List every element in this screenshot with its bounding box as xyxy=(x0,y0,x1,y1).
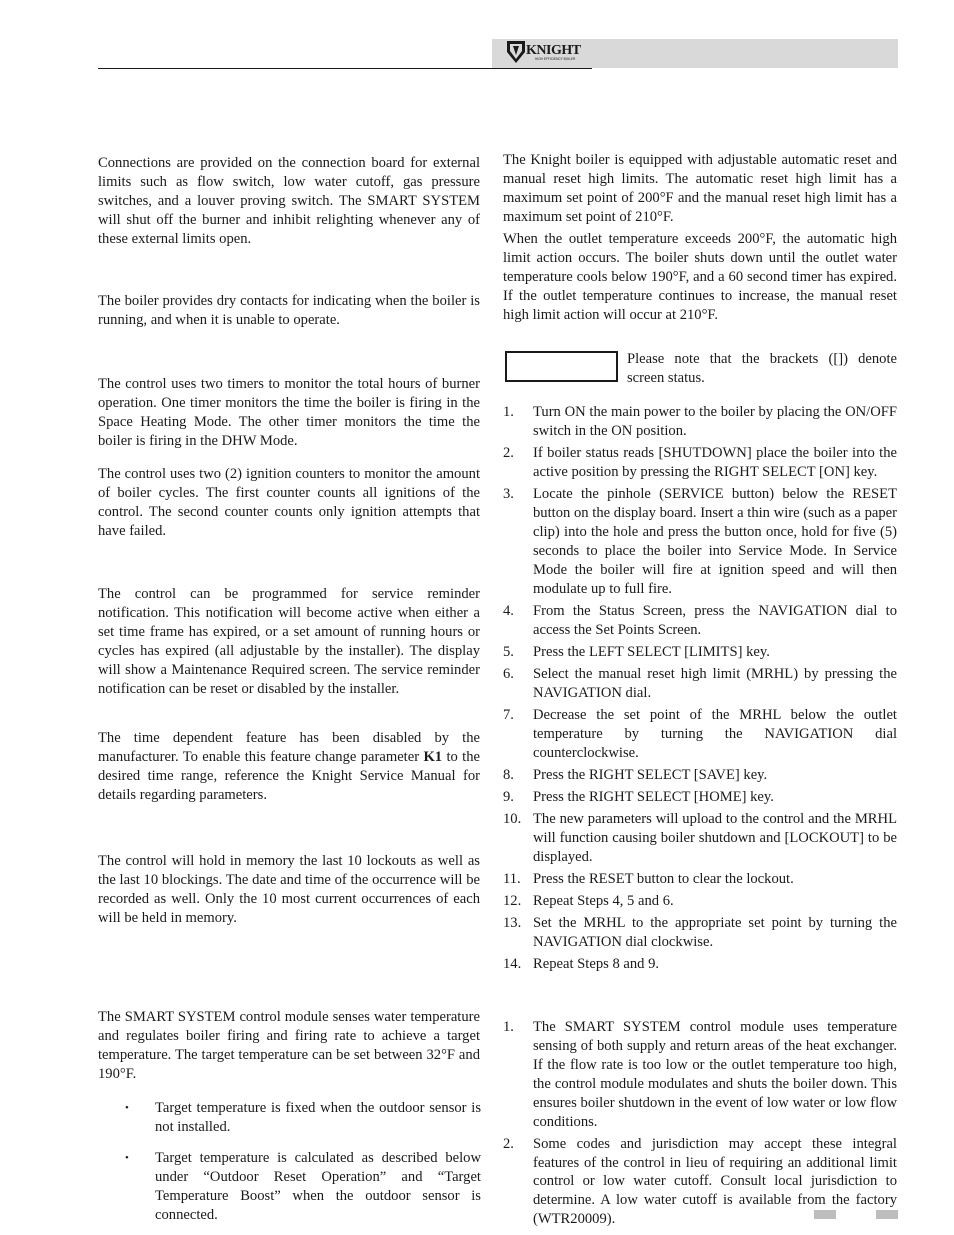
header-rule xyxy=(98,68,592,69)
list-item: 12. Repeat Steps 4, 5 and 6. xyxy=(503,892,674,909)
list-item: 13. Set the MRHL to the appropriate set point by turning the NAVIGATION dial clockwise. xyxy=(503,914,897,950)
timers-paragraph: The control uses two timers to monitor the total hours of burner operation. One timer monitors the time the boiler is firing in the Space Heating Mode. The other timer monitors the time the boiler is firing in the DHW Mode. xyxy=(98,376,480,449)
high-limits-paragraph: The Knight boiler is equipped with adjustable automatic reset and manual reset high limits. The automatic reset high limit has a maximum set point of 200°F and the manual reset high limit has a maximum set point of 210°F. xyxy=(503,152,897,225)
svg-text:KNIGHT: KNIGHT xyxy=(526,43,581,58)
external-limits-paragraph: Connections are provided on the connection board for external limits such as flow switch, low water cutoff, gas pressure switches, and a louver proving switch. The SMART SYSTEM will shut off the burner and inhibit relighting whenever any of these external limits open. xyxy=(98,155,480,247)
list-item: 5. Press the LEFT SELECT [LIMITS] key. xyxy=(503,643,770,660)
note-label-box xyxy=(505,351,618,382)
list-item: 2. If boiler status reads [SHUTDOWN] place the boiler into the active position by pressing the RIGHT SELECT [ON] key. xyxy=(503,445,897,480)
list-item: 4. From the Status Screen, press the NAVIGATION dial to access the Set Points Screen. xyxy=(503,602,897,638)
list-item: 1. Turn ON the main power to the boiler by placing the ON/OFF switch in the ON position. xyxy=(503,404,897,439)
dry-contacts-paragraph: The boiler provides dry contacts for indicating when the boiler is running, and when it is unable to operate. xyxy=(98,293,480,328)
list-item: 14. Repeat Steps 8 and 9. xyxy=(503,955,660,972)
outlet-temperature-paragraph: When the outlet temperature exceeds 200°F, the automatic high limit action occurs. The boiler shuts down until the outlet water temperature cools below 190°F, and a 60 second timer has expired. If the outlet temperature continues to increase, the manual reset high limit action will occur at 210°F. xyxy=(503,231,897,323)
service-reminder-paragraph: The control can be programmed for service reminder notification. This notification will become active when either a set time frame has expired, or a set amount of running hours or cycles has expired (all adjustable by the installer). The display will show a Maintenance Required screen. The service reminder notification can be reset or disabled by the installer. xyxy=(98,586,480,697)
list-item: 8. Press the RIGHT SELECT [SAVE] key. xyxy=(503,766,768,783)
smart-system-paragraph: The SMART SYSTEM control module senses water temperature and regulates boiler firing and firing rate to achieve a target temperature. The target temperature can be set between 32°F and 190°F. xyxy=(98,1009,480,1082)
low-water-protection-steps xyxy=(503,1018,897,1232)
parameter-k1: K1 xyxy=(423,748,443,765)
list-item: 6. Select the manual reset high limit (MRHL) by pressing the NAVIGATION dial. xyxy=(503,665,897,701)
time-dependent-paragraph: The time dependent feature has been disabled by the manufacturer. To enable this feature change parameter K1 to the desired time range, reference the Knight Service Manual for details regarding parameters. xyxy=(98,730,481,803)
list-item: 7. Decrease the set point of the MRHL below the outlet temperature by turning the NAVIGATION dial counterclockwise. xyxy=(503,706,897,761)
list-item: 3. Locate the pinhole (SERVICE button) below the RESET button on the display board. Insert a thin wire (such as a paper clip) into the hole and press the button once, hold for five (5) seconds to place the boiler into Service Mode. In Service Mode the boiler will fire at ignition speed and will then modulate up to full fire. xyxy=(503,486,897,597)
list-item: 9. Press the RIGHT SELECT [HOME] key. xyxy=(503,788,774,805)
target-temperature-bullet-2: • Target temperature is calculated as described below under “Outdoor Reset Operation” and “Target Temperature Boost” when the outdoor sensor is connected. xyxy=(125,1150,481,1223)
footer-tab-left xyxy=(814,1210,836,1219)
memory-paragraph: The control will hold in memory the last 10 lockouts as well as the last 10 blockings. The date and time of the occurrence will be recorded as well. Only the 10 most current occurrences of each will be held in memory. xyxy=(98,853,480,926)
svg-text:HIGH EFFICIENCY BOILER: HIGH EFFICIENCY BOILER xyxy=(535,57,576,61)
target-temperature-bullet-1: • Target temperature is fixed when the outdoor sensor is not installed. xyxy=(125,1100,481,1135)
footer-tab-right xyxy=(876,1210,898,1219)
knight-logo xyxy=(505,38,585,66)
high-limit-test-steps xyxy=(503,403,897,977)
list-item: 2. Some codes and jurisdiction may accept these integral features of the control in lieu of requiring an additional limit control or low water cutoff. Consult local jurisdiction to determine. A low water cutoff is available from the factory (WTR20009). xyxy=(503,1135,897,1228)
list-item: 1. The SMART SYSTEM control module uses temperature sensing of both supply and return areas of the heat exchanger. If the flow rate is too low or the outlet temperature too high, the control module modulates and shuts the boiler down. This ensures boiler shutdown in the event of low water or low flow conditions. xyxy=(503,1019,897,1130)
ignition-counters-paragraph: The control uses two (2) ignition counters to monitor the amount of boiler cycles. The first counter counts all ignitions of the control. The second counter counts only ignition attempts that have failed. xyxy=(98,466,480,539)
list-item: 11. Press the RESET button to clear the lockout. xyxy=(503,870,794,887)
list-item: 10. The new parameters will upload to the control and the MRHL will function causing boiler shutdown and [LOCKOUT] to be displayed. xyxy=(503,810,897,865)
note-text: Please note that the brackets ([]) denote screen status. xyxy=(627,351,897,386)
